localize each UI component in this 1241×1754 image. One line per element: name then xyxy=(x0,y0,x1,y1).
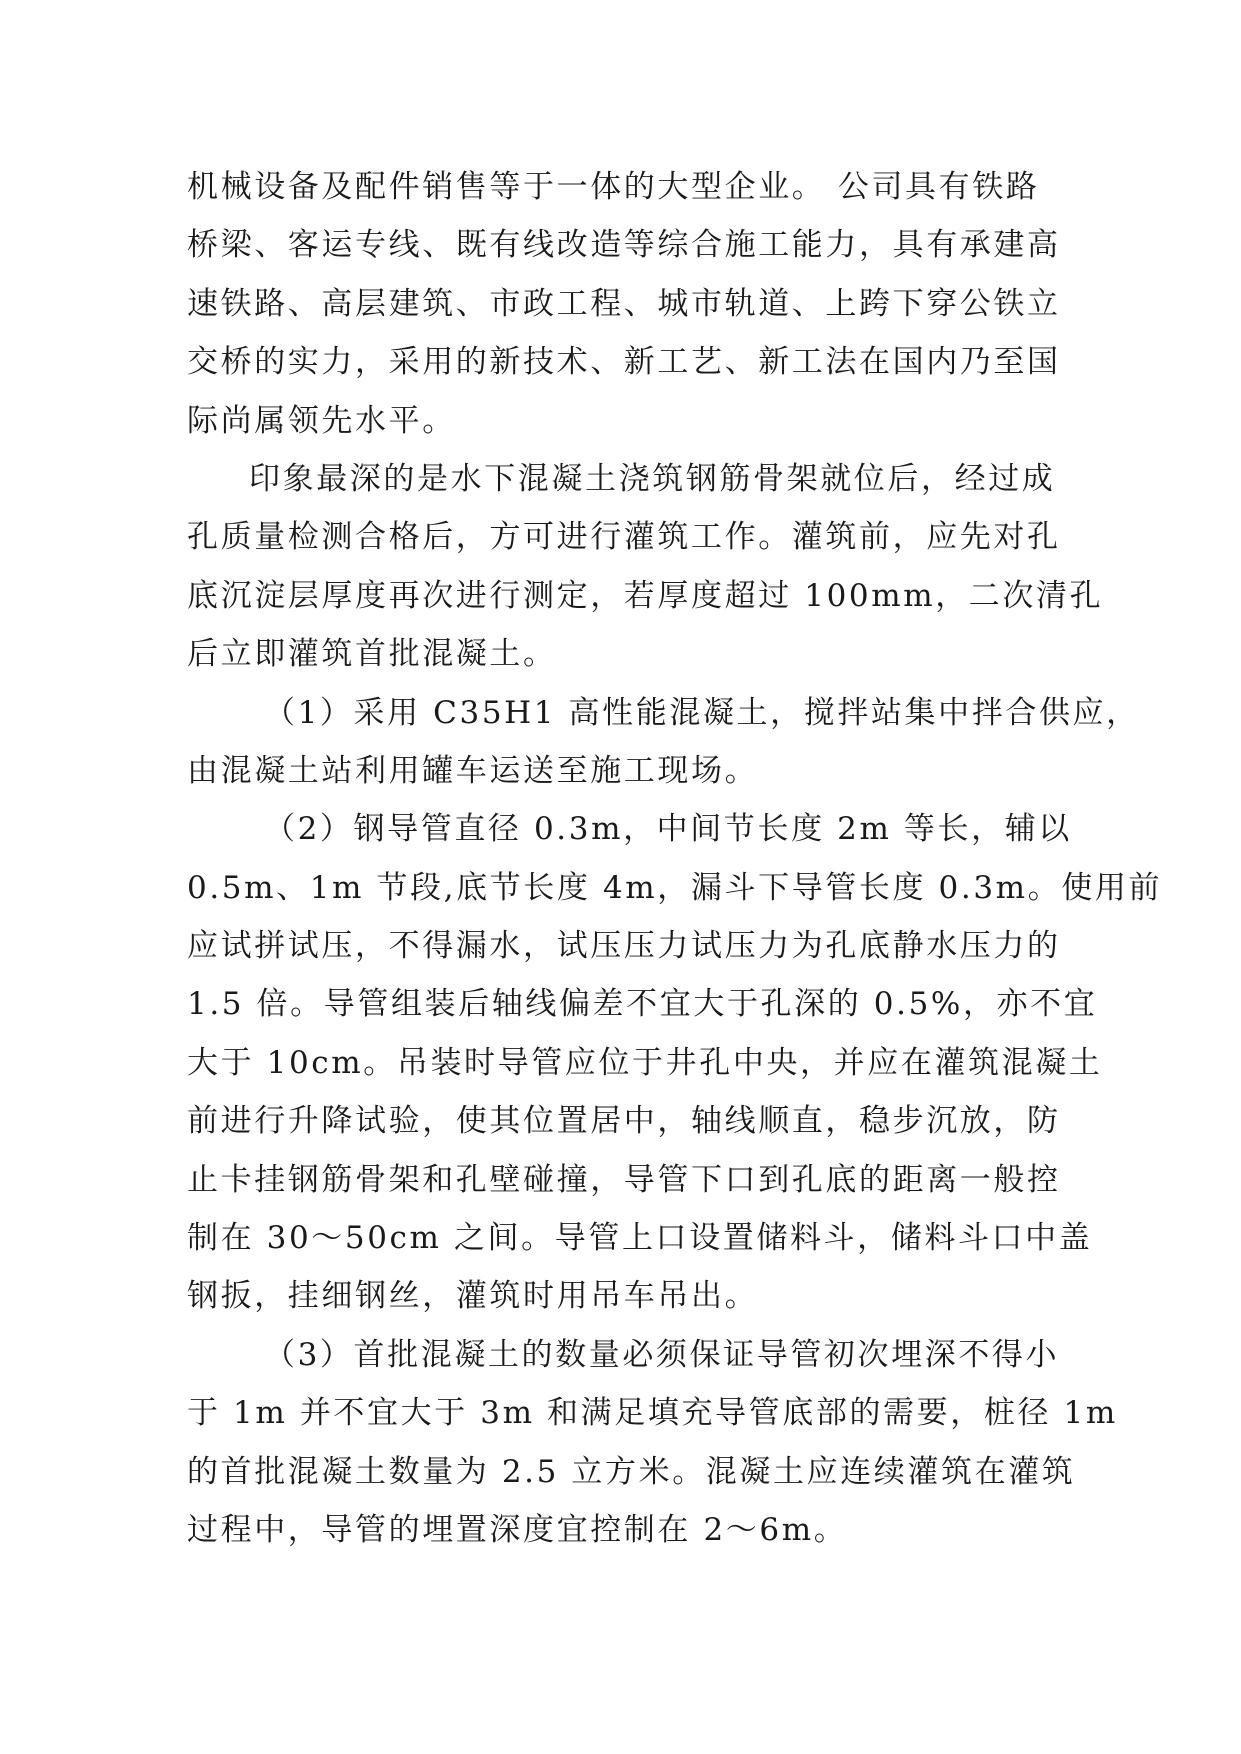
text-line: 交桥的实力，采用的新技术、新工艺、新工法在国内乃至国 xyxy=(187,344,1061,381)
text-line: （2）钢导管直径 0.3m，中间节长度 2m 等长，辅以 xyxy=(264,811,1072,848)
text-line: 孔质量检测合格后，方可进行灌筑工作。灌筑前，应先对孔 xyxy=(187,519,1061,556)
text-line: （3）首批混凝土的数量必须保证导管初次埋深不得小 xyxy=(264,1336,1060,1373)
text-line: 的首批混凝土数量为 2.5 立方米。混凝土应连续灌筑在灌筑 xyxy=(187,1453,1076,1490)
text-line: 桥梁、客运专线、既有线改造等综合施工能力，具有承建高 xyxy=(187,227,1061,264)
text-line: 1.5 倍。导管组装后轴线偏差不宜大于孔深的 0.5%，亦不宜 xyxy=(187,986,1098,1023)
text-line: 底沉淀层厚度再次进行测定，若厚度超过 100mm，二次清孔 xyxy=(187,577,1104,614)
paragraph-company-intro xyxy=(187,158,1061,450)
document-body xyxy=(187,158,1163,1559)
paragraph-item-3 xyxy=(187,1326,1118,1560)
text-line: 机械设备及配件销售等于一体的大型企业。 公司具有铁路 xyxy=(187,169,1040,205)
text-line: 速铁路、高层建筑、市政工程、城市轨道、上跨下穿公铁立 xyxy=(187,285,1061,322)
text-line: 止卡挂钢筋骨架和孔壁碰撞，导管下口到孔底的距离一般控 xyxy=(187,1161,1061,1198)
text-line: 大于 10cm。吊装时导管应位于井孔中央，并应在灌筑混凝土 xyxy=(187,1044,1103,1081)
text-line: 制在 30～50cm 之间。导管上口设置储料斗，储料斗口中盖 xyxy=(187,1220,1093,1257)
text-line: 过程中，导管的埋置深度宜控制在 2～6m。 xyxy=(187,1511,848,1548)
text-line: （1）采用 C35H1 高性能混凝土，搅拌站集中拌合供应， xyxy=(264,694,1140,731)
text-line: 由混凝土站利用罐车运送至施工现场。 xyxy=(187,752,759,789)
paragraph-underwater-concrete xyxy=(187,450,1104,684)
text-line: 于 1m 并不宜大于 3m 和满足填充导管底部的需要，桩径 1m xyxy=(187,1395,1118,1432)
text-line: 钢扳，挂细钢丝，灌筑时用吊车吊出。 xyxy=(187,1278,759,1315)
text-line: 际尚属领先水平。 xyxy=(187,402,456,439)
text-line: 后立即灌筑首批混凝土。 xyxy=(187,636,557,673)
text-line: 应试拼试压，不得漏水，试压压力试压力为孔底静水压力的 xyxy=(187,928,1061,965)
paragraph-item-2 xyxy=(187,800,1163,1326)
paragraph-item-1 xyxy=(187,684,1140,801)
text-line: 前进行升降试验，使其位置居中，轴线顺直，稳步沉放，防 xyxy=(187,1103,1061,1140)
text-line: 0.5m、1m 节段,底节长度 4m，漏斗下导管长度 0.3m。使用前 xyxy=(187,869,1163,906)
text-line: 印象最深的是水下混凝土浇筑钢筋骨架就位后，经过成 xyxy=(249,460,1056,497)
